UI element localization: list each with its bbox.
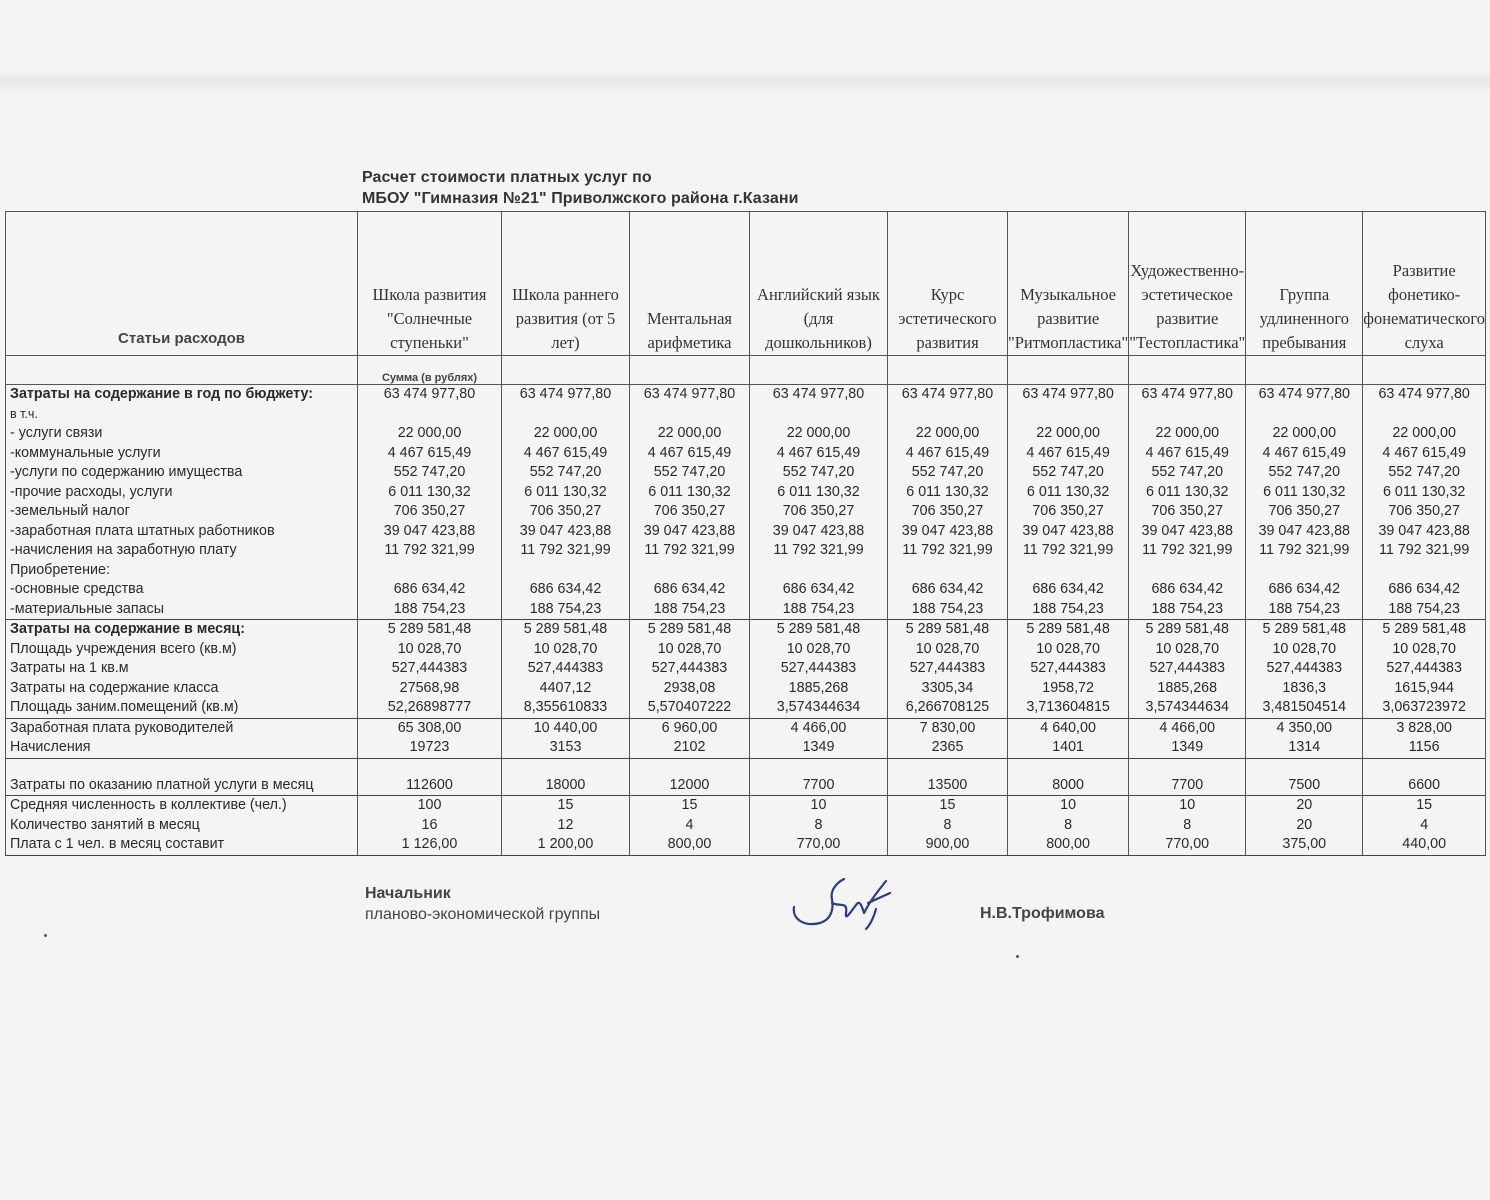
table-row xyxy=(6,424,1486,444)
value-cell: 6 011 130,32 xyxy=(750,483,888,503)
value-cell: 527,444383 xyxy=(1008,659,1129,679)
table-row xyxy=(6,600,1486,620)
value-cell: 18000 xyxy=(502,776,630,796)
value-cell: 39 047 423,88 xyxy=(1129,522,1246,542)
value-cell: 188 754,23 xyxy=(750,600,888,620)
value-cell: 11 792 321,99 xyxy=(1363,541,1486,561)
value-cell: 686 634,42 xyxy=(1363,580,1486,600)
value-cell: 5,570407222 xyxy=(630,698,750,718)
value-cell: 527,444383 xyxy=(1246,659,1363,679)
value-cell: 4 467 615,49 xyxy=(888,444,1008,464)
value-cell: 39 047 423,88 xyxy=(1008,522,1129,542)
value-cell: 39 047 423,88 xyxy=(888,522,1008,542)
row-label: Затраты по оказанию платной услуги в месяц xyxy=(6,776,358,796)
value-cell: 39 047 423,88 xyxy=(750,522,888,542)
value-cell: 63 474 977,80 xyxy=(1363,385,1486,405)
value-cell: 6 011 130,32 xyxy=(1129,483,1246,503)
value-cell: 22 000,00 xyxy=(750,424,888,444)
value-cell xyxy=(1363,405,1486,425)
value-cell: 5 289 581,48 xyxy=(1363,620,1486,640)
row-label: -основные средства xyxy=(6,580,358,600)
value-cell: 1836,3 xyxy=(1246,679,1363,699)
value-cell: 4 xyxy=(630,816,750,836)
value-cell: 552 747,20 xyxy=(1246,463,1363,483)
value-cell: 686 634,42 xyxy=(630,580,750,600)
value-cell: 800,00 xyxy=(630,835,750,855)
row-label: Средняя численность в коллективе (чел.) xyxy=(6,796,358,816)
column-header: Ментальная арифметика xyxy=(630,212,750,356)
column-header: Школа раннего развития (от 5 лет) xyxy=(502,212,630,356)
value-cell: 63 474 977,80 xyxy=(750,385,888,405)
value-cell: 3,481504514 xyxy=(1246,698,1363,718)
value-cell: 3,574344634 xyxy=(750,698,888,718)
value-cell xyxy=(1246,561,1363,581)
row-label: Площадь заним.помещений (кв.м) xyxy=(6,698,358,718)
value-cell: 686 634,42 xyxy=(358,580,502,600)
value-cell: 11 792 321,99 xyxy=(358,541,502,561)
value-cell: 900,00 xyxy=(888,835,1008,855)
value-cell: 4 640,00 xyxy=(1008,718,1129,738)
value-cell xyxy=(630,405,750,425)
value-cell: 188 754,23 xyxy=(1246,600,1363,620)
value-cell: 4 467 615,49 xyxy=(1246,444,1363,464)
value-cell: 440,00 xyxy=(1363,835,1486,855)
value-cell: 10 028,70 xyxy=(630,640,750,660)
value-cell: 22 000,00 xyxy=(502,424,630,444)
value-cell: 10 028,70 xyxy=(1129,640,1246,660)
value-cell: 11 792 321,99 xyxy=(630,541,750,561)
value-cell: 7500 xyxy=(1246,776,1363,796)
value-cell: 12000 xyxy=(630,776,750,796)
signatory-position xyxy=(365,883,600,925)
value-cell: 527,444383 xyxy=(630,659,750,679)
value-cell: 1 200,00 xyxy=(502,835,630,855)
row-label: - услуги связи xyxy=(6,424,358,444)
value-cell: 1349 xyxy=(750,738,888,758)
value-cell: 5 289 581,48 xyxy=(888,620,1008,640)
value-cell: 10 028,70 xyxy=(358,640,502,660)
table-row xyxy=(6,758,1486,776)
value-cell: 686 634,42 xyxy=(1129,580,1246,600)
value-cell xyxy=(750,561,888,581)
value-cell: 8 xyxy=(1129,816,1246,836)
row-label: Площадь учреждения всего (кв.м) xyxy=(6,640,358,660)
value-cell xyxy=(1363,758,1486,776)
value-cell: 2102 xyxy=(630,738,750,758)
sub-header-blank xyxy=(502,356,630,385)
table-row xyxy=(6,522,1486,542)
table-row xyxy=(6,640,1486,660)
value-cell: 5 289 581,48 xyxy=(1008,620,1129,640)
value-cell: 39 047 423,88 xyxy=(1246,522,1363,542)
value-cell: 5 289 581,48 xyxy=(1246,620,1363,640)
value-cell: 706 350,27 xyxy=(888,502,1008,522)
value-cell: 10 xyxy=(1008,796,1129,816)
value-cell xyxy=(1246,758,1363,776)
value-cell: 10 028,70 xyxy=(1246,640,1363,660)
value-cell: 6 011 130,32 xyxy=(502,483,630,503)
value-cell: 686 634,42 xyxy=(1246,580,1363,600)
value-cell: 3305,34 xyxy=(888,679,1008,699)
value-cell: 11 792 321,99 xyxy=(1129,541,1246,561)
value-cell: 1885,268 xyxy=(1129,679,1246,699)
value-cell: 5 289 581,48 xyxy=(502,620,630,640)
value-cell: 6 011 130,32 xyxy=(358,483,502,503)
value-cell: 4 467 615,49 xyxy=(630,444,750,464)
row-label: Начисления xyxy=(6,738,358,758)
value-cell: 63 474 977,80 xyxy=(1246,385,1363,405)
signatory-name: Н.В.Трофимова xyxy=(980,905,1105,922)
value-cell: 19723 xyxy=(358,738,502,758)
value-cell: 7700 xyxy=(1129,776,1246,796)
value-cell xyxy=(502,405,630,425)
column-header: Курс эстетического развития xyxy=(888,212,1008,356)
value-cell: 3,063723972 xyxy=(1363,698,1486,718)
value-cell: 39 047 423,88 xyxy=(630,522,750,542)
value-cell: 39 047 423,88 xyxy=(358,522,502,542)
value-cell: 6600 xyxy=(1363,776,1486,796)
value-cell: 39 047 423,88 xyxy=(502,522,630,542)
row-label: Количество занятий в месяц xyxy=(6,816,358,836)
value-cell: 4 466,00 xyxy=(1129,718,1246,738)
value-cell: 63 474 977,80 xyxy=(888,385,1008,405)
value-cell: 706 350,27 xyxy=(502,502,630,522)
value-cell: 4 467 615,49 xyxy=(1129,444,1246,464)
value-cell: 15 xyxy=(1363,796,1486,816)
scan-artifact-band xyxy=(0,70,1490,92)
value-cell: 10 xyxy=(1129,796,1246,816)
value-cell: 63 474 977,80 xyxy=(1008,385,1129,405)
value-cell: 706 350,27 xyxy=(1363,502,1486,522)
value-cell: 6,266708125 xyxy=(888,698,1008,718)
value-cell: 1 126,00 xyxy=(358,835,502,855)
table-row xyxy=(6,405,1486,425)
value-cell: 4407,12 xyxy=(502,679,630,699)
value-cell: 15 xyxy=(888,796,1008,816)
value-cell: 11 792 321,99 xyxy=(1246,541,1363,561)
value-cell: 1958,72 xyxy=(1008,679,1129,699)
value-cell: 1156 xyxy=(1363,738,1486,758)
value-cell: 6 011 130,32 xyxy=(1246,483,1363,503)
value-cell: 10 028,70 xyxy=(1008,640,1129,660)
value-cell: 11 792 321,99 xyxy=(1008,541,1129,561)
position-line-2: планово-экономической группы xyxy=(365,906,601,923)
value-cell: 63 474 977,80 xyxy=(630,385,750,405)
value-cell: 8,355610833 xyxy=(502,698,630,718)
value-cell: 4 467 615,49 xyxy=(1008,444,1129,464)
value-cell: 706 350,27 xyxy=(1008,502,1129,522)
value-cell: 22 000,00 xyxy=(1363,424,1486,444)
cost-calculation-table xyxy=(5,211,1486,856)
value-cell: 770,00 xyxy=(1129,835,1246,855)
table-body xyxy=(6,385,1486,856)
row-label: -заработная плата штатных работников xyxy=(6,522,358,542)
value-cell: 527,444383 xyxy=(358,659,502,679)
value-cell: 11 792 321,99 xyxy=(502,541,630,561)
value-cell: 39 047 423,88 xyxy=(1363,522,1486,542)
column-header: Развитие фонетико-фонематического слуха xyxy=(1363,212,1486,356)
table-row xyxy=(6,483,1486,503)
row-label: Затраты на содержание в месяц: xyxy=(6,620,358,640)
table-row xyxy=(6,580,1486,600)
value-cell: 4 xyxy=(1363,816,1486,836)
value-cell: 22 000,00 xyxy=(1129,424,1246,444)
value-cell: 3153 xyxy=(502,738,630,758)
row-label: в т.ч. xyxy=(6,405,358,425)
value-cell xyxy=(1129,405,1246,425)
value-cell: 4 467 615,49 xyxy=(358,444,502,464)
table-row xyxy=(6,796,1486,816)
row-label: Приобретение: xyxy=(6,561,358,581)
value-cell xyxy=(1363,561,1486,581)
value-cell: 6 011 130,32 xyxy=(888,483,1008,503)
value-cell xyxy=(1008,405,1129,425)
value-cell: 3,713604815 xyxy=(1008,698,1129,718)
title-line-1: Расчет стоимости платных услуг по xyxy=(362,169,652,186)
value-cell xyxy=(630,561,750,581)
value-cell: 10 440,00 xyxy=(502,718,630,738)
row-label: Затраты на 1 кв.м xyxy=(6,659,358,679)
value-cell: 8 xyxy=(750,816,888,836)
value-cell: 16 xyxy=(358,816,502,836)
table-row xyxy=(6,718,1486,738)
value-cell: 527,444383 xyxy=(750,659,888,679)
value-cell: 20 xyxy=(1246,816,1363,836)
row-label: Затраты на содержание класса xyxy=(6,679,358,699)
row-label: -прочие расходы, услуги xyxy=(6,483,358,503)
value-cell xyxy=(1008,561,1129,581)
value-cell: 10 028,70 xyxy=(750,640,888,660)
row-label: -услуги по содержанию имущества xyxy=(6,463,358,483)
value-cell: 188 754,23 xyxy=(358,600,502,620)
value-cell: 706 350,27 xyxy=(358,502,502,522)
value-cell: 552 747,20 xyxy=(1129,463,1246,483)
table-row xyxy=(6,835,1486,855)
value-cell xyxy=(750,758,888,776)
scan-speck xyxy=(44,934,47,937)
value-cell: 188 754,23 xyxy=(1363,600,1486,620)
value-cell: 5 289 581,48 xyxy=(358,620,502,640)
value-cell xyxy=(502,758,630,776)
value-cell: 3 828,00 xyxy=(1363,718,1486,738)
position-line-1: Начальник xyxy=(365,885,451,902)
handwritten-signature xyxy=(790,873,900,933)
table-row xyxy=(6,561,1486,581)
value-cell: 706 350,27 xyxy=(1129,502,1246,522)
value-cell: 552 747,20 xyxy=(888,463,1008,483)
title-line-2: МБОУ "Гимназия №21" Приволжского района г.Казани xyxy=(362,190,799,207)
value-cell: 375,00 xyxy=(1246,835,1363,855)
value-cell: 6 011 130,32 xyxy=(1363,483,1486,503)
sub-header-blank xyxy=(1129,356,1246,385)
value-cell: 4 350,00 xyxy=(1246,718,1363,738)
row-label: -начисления на заработную плату xyxy=(6,541,358,561)
value-cell: 6 011 130,32 xyxy=(1008,483,1129,503)
value-cell: 65 308,00 xyxy=(358,718,502,738)
value-cell xyxy=(1246,405,1363,425)
row-label: -коммунальные услуги xyxy=(6,444,358,464)
value-cell: 2365 xyxy=(888,738,1008,758)
value-cell: 1349 xyxy=(1129,738,1246,758)
table-row xyxy=(6,385,1486,405)
value-cell: 7700 xyxy=(750,776,888,796)
value-cell: 10 028,70 xyxy=(888,640,1008,660)
value-cell: 188 754,23 xyxy=(1008,600,1129,620)
value-cell: 552 747,20 xyxy=(502,463,630,483)
value-cell: 527,444383 xyxy=(888,659,1008,679)
value-cell: 527,444383 xyxy=(1363,659,1486,679)
value-cell: 10 028,70 xyxy=(1363,640,1486,660)
value-cell: 5 289 581,48 xyxy=(630,620,750,640)
value-cell: 4 467 615,49 xyxy=(1363,444,1486,464)
value-cell: 527,444383 xyxy=(1129,659,1246,679)
sub-header-blank xyxy=(1363,356,1486,385)
value-cell: 686 634,42 xyxy=(888,580,1008,600)
value-cell xyxy=(358,561,502,581)
value-cell: 27568,98 xyxy=(358,679,502,699)
value-cell: 20 xyxy=(1246,796,1363,816)
value-cell xyxy=(358,405,502,425)
value-cell: 22 000,00 xyxy=(1246,424,1363,444)
value-cell: 4 467 615,49 xyxy=(750,444,888,464)
document-title xyxy=(362,167,799,209)
value-cell: 686 634,42 xyxy=(1008,580,1129,600)
table-row xyxy=(6,541,1486,561)
column-header: Группа удлиненного пребывания xyxy=(1246,212,1363,356)
value-cell: 100 xyxy=(358,796,502,816)
column-header: Школа развития "Солнечные ступеньки" xyxy=(358,212,502,356)
row-label: -материальные запасы xyxy=(6,600,358,620)
value-cell xyxy=(888,561,1008,581)
column-header: Английский язык (для дошкольников) xyxy=(750,212,888,356)
value-cell: 188 754,23 xyxy=(888,600,1008,620)
table-row xyxy=(6,816,1486,836)
value-cell: 11 792 321,99 xyxy=(888,541,1008,561)
value-cell: 706 350,27 xyxy=(630,502,750,522)
value-cell: 552 747,20 xyxy=(358,463,502,483)
value-cell: 3,574344634 xyxy=(1129,698,1246,718)
sub-header-blank xyxy=(750,356,888,385)
table-row xyxy=(6,620,1486,640)
row-label: -земельный налог xyxy=(6,502,358,522)
row-label: Плата с 1 чел. в месяц составит xyxy=(6,835,358,855)
value-cell xyxy=(1129,758,1246,776)
value-cell: 63 474 977,80 xyxy=(1129,385,1246,405)
scan-speck xyxy=(1016,955,1019,958)
value-cell: 8 xyxy=(1008,816,1129,836)
value-cell xyxy=(358,758,502,776)
value-cell: 15 xyxy=(630,796,750,816)
value-cell: 12 xyxy=(502,816,630,836)
table-row xyxy=(6,738,1486,758)
table-row xyxy=(6,679,1486,699)
value-cell: 22 000,00 xyxy=(630,424,750,444)
value-cell: 52,26898777 xyxy=(358,698,502,718)
value-cell: 112600 xyxy=(358,776,502,796)
sum-in-rubles-label: Сумма (в рублях) xyxy=(358,356,502,385)
value-cell: 1615,944 xyxy=(1363,679,1486,699)
value-cell: 4 466,00 xyxy=(750,718,888,738)
value-cell: 1314 xyxy=(1246,738,1363,758)
value-cell xyxy=(888,405,1008,425)
table-row xyxy=(6,444,1486,464)
value-cell: 188 754,23 xyxy=(502,600,630,620)
table-row xyxy=(6,776,1486,796)
value-cell: 13500 xyxy=(888,776,1008,796)
value-cell: 5 289 581,48 xyxy=(1129,620,1246,640)
value-cell: 22 000,00 xyxy=(888,424,1008,444)
value-cell: 5 289 581,48 xyxy=(750,620,888,640)
value-cell: 10 028,70 xyxy=(502,640,630,660)
table-row xyxy=(6,659,1486,679)
value-cell: 6 011 130,32 xyxy=(630,483,750,503)
value-cell xyxy=(502,561,630,581)
value-cell: 2938,08 xyxy=(630,679,750,699)
value-cell: 1401 xyxy=(1008,738,1129,758)
value-cell: 8 xyxy=(888,816,1008,836)
column-header: Музыкальное развитие "Ритмопластика" xyxy=(1008,212,1129,356)
value-cell: 63 474 977,80 xyxy=(358,385,502,405)
sub-header-blank xyxy=(1008,356,1129,385)
column-header: Художественно-эстетическое развитие "Тестопластика" xyxy=(1129,212,1246,356)
value-cell: 22 000,00 xyxy=(1008,424,1129,444)
table-row xyxy=(6,698,1486,718)
value-cell: 188 754,23 xyxy=(630,600,750,620)
sub-header-blank xyxy=(6,356,358,385)
value-cell: 8000 xyxy=(1008,776,1129,796)
value-cell: 4 467 615,49 xyxy=(502,444,630,464)
value-cell xyxy=(1129,561,1246,581)
value-cell xyxy=(630,758,750,776)
row-label xyxy=(6,758,358,776)
value-cell: 552 747,20 xyxy=(630,463,750,483)
value-cell: 706 350,27 xyxy=(750,502,888,522)
value-cell: 527,444383 xyxy=(502,659,630,679)
value-cell: 770,00 xyxy=(750,835,888,855)
value-cell: 1885,268 xyxy=(750,679,888,699)
sub-header-blank xyxy=(888,356,1008,385)
value-cell: 188 754,23 xyxy=(1129,600,1246,620)
table-row xyxy=(6,463,1486,483)
value-cell: 10 xyxy=(750,796,888,816)
value-cell xyxy=(750,405,888,425)
value-cell: 22 000,00 xyxy=(358,424,502,444)
value-cell: 686 634,42 xyxy=(502,580,630,600)
sub-header-blank xyxy=(1246,356,1363,385)
value-cell: 552 747,20 xyxy=(1008,463,1129,483)
value-cell: 800,00 xyxy=(1008,835,1129,855)
row-label: Затраты на содержание в год по бюджету: xyxy=(6,385,358,405)
value-cell: 11 792 321,99 xyxy=(750,541,888,561)
value-cell: 706 350,27 xyxy=(1246,502,1363,522)
value-cell: 63 474 977,80 xyxy=(502,385,630,405)
value-cell: 7 830,00 xyxy=(888,718,1008,738)
value-cell: 6 960,00 xyxy=(630,718,750,738)
sub-header-blank xyxy=(630,356,750,385)
value-cell xyxy=(1008,758,1129,776)
value-cell: 15 xyxy=(502,796,630,816)
table-row xyxy=(6,502,1486,522)
value-cell: 552 747,20 xyxy=(750,463,888,483)
header-expense-items: Статьи расходов xyxy=(6,212,358,356)
value-cell: 686 634,42 xyxy=(750,580,888,600)
value-cell xyxy=(888,758,1008,776)
value-cell: 552 747,20 xyxy=(1363,463,1486,483)
row-label: Заработная плата руководителей xyxy=(6,718,358,738)
